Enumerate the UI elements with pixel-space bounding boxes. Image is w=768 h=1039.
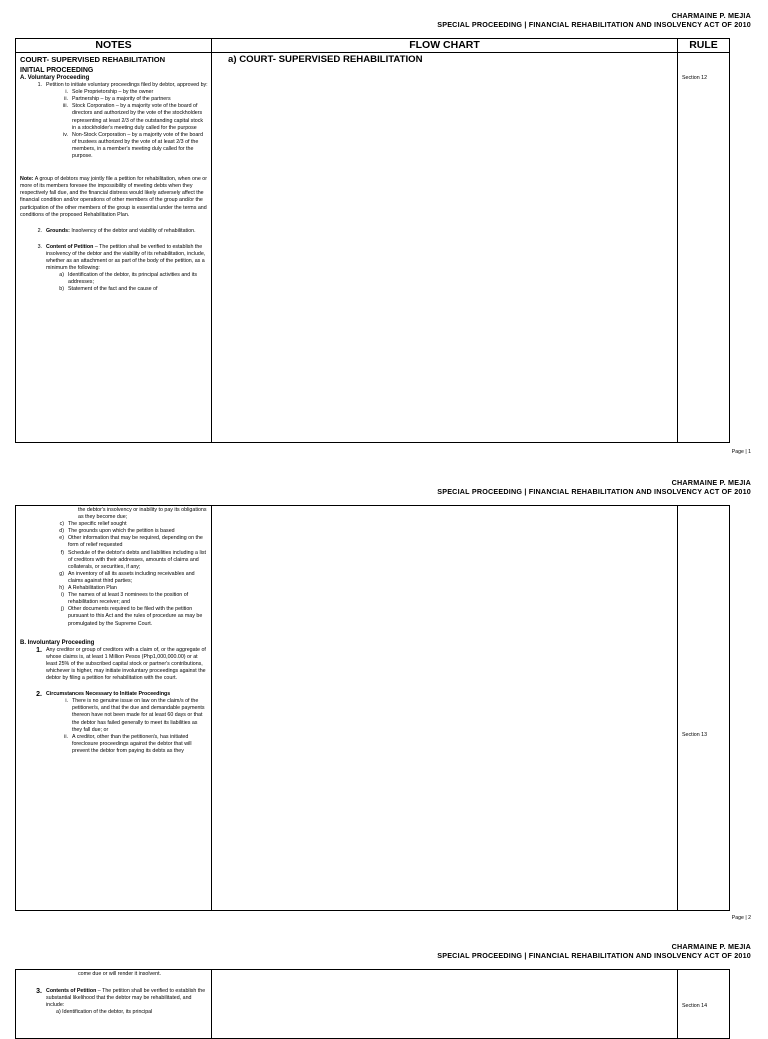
list-marker: j) [61,606,64,613]
list-item-text: Non-Stock Corporation – by a majority vote of the board of trustees authorized by the vote of at least 2/3 of the members, in a member's meeting duly called for the purpose. [72,131,204,160]
list-item [20,272,208,286]
rule-column [678,970,729,1038]
list-item-text: An inventory of all its assets including receivables and claims against third parties; [68,570,195,584]
flow-chart-header: FLOW CHART [212,39,677,53]
notes-column [16,39,212,442]
list-marker: i. [65,698,68,705]
list-item [20,606,208,627]
content-label: Content of Petition [46,243,94,250]
rule-reference: Section 12 [682,75,708,81]
list-item [20,521,208,528]
list-marker: h) [59,585,64,592]
flow-chart-column [212,39,678,442]
list-item: 1. Petition to initiate voluntary proceedings filed by debtor, approved by: [37,82,208,89]
notes-column [16,970,212,1038]
list-item-text: Any creditor or group of creditors with a claim of, or the aggregate of whose claims is, at least 1 Million Pesos (Php1,000,000.00) or at least 25% of the subscribed capital stock or partner's contributions, whichever is higher, may initiate involuntary proceedings against the debtor by filing a petition for rehabilitation with the court. [46,646,206,682]
list-item-text: Circumstances Necessary to Initiate Proceedings [46,691,171,698]
list-item-text: The grounds upon which the petition is based [68,528,175,535]
notes-title: COURT- SUPERVISED REHABILITATION [20,55,166,64]
content-label: Contents of Petition [46,988,97,995]
list-item-text: Other documents required to be filed with the petition pursuant to this Act and the rules of procedure as may be promulgated by the Supreme Court. [68,606,203,627]
author-name: CHARMAINE P. MEJIA [671,11,751,20]
list-item-text: A Rehabilitation Plan [68,585,117,592]
list-item-text: Petition to initiate voluntary proceedings filed by debtor, approved by: [46,82,208,89]
list-item-text: Schedule of the debtor's debts and liabilities including a list of creditors with their addresses, amounts of claims and collaterals, or securities, if any; [68,549,206,570]
list-item [20,96,208,103]
list-marker: g) [59,570,64,577]
list-item-text: A creditor, other than the petitioner/s, has initiated foreclosure proceedings against the debtor that will prevent the debtor from paying its debts as they [72,733,192,754]
list-item: 3. Contents of Petition – The petition shall be verified to establish the substantial likelihood that the debtor may be rehabilitated, and include: [36,988,206,1009]
rule-column [678,506,729,910]
list-item [20,550,208,571]
list-item [20,585,208,592]
list-item-text: The specific relief sought [68,521,127,528]
document-subject: SPECIAL PROCEEDING | FINANCIAL REHABILITATION AND INSOLVENCY ACT OF 2010 [437,486,751,496]
note-text: A group of debtors may jointly file a petition for rehabilitation, when one or more of its members foresee the impossibility of meeting debts when they respectively fall due, and the financial distress would likely adversely affect the financial condition and/or operations of other members of the group and/or the participation of the other members of the group is essential under the terms and conditions of the proposed Rehabilitation Plan. [20,176,207,218]
list-item-text: The names of at least 3 nominees to the position of rehabilitation receiver; and [68,592,189,606]
rule-column [678,39,729,442]
page-number: Page | 2 [731,915,751,921]
author-name: CHARMAINE P. MEJIA [671,478,751,487]
page-header-3 [437,943,751,960]
list-item-text: Other information that may be required, depending on the form of relief requested [68,535,203,549]
list-item: 2. Circumstances Necessary to Initiate Proceedings [36,691,171,699]
list-marker: iv. [63,131,68,138]
page-header-1 [437,12,751,29]
list-marker: e) [59,535,64,542]
content-text: – The petition shall be verified to establish the insolvency of the debtor and the viability of its rehabilitation, include, whether as an attachment or as part of the body of the petition, as a minimum the following: [46,243,206,272]
grounds-label: Grounds: [46,227,70,234]
list-marker: iii. [62,103,68,110]
list-marker: i. [65,89,68,96]
initial-proceeding-heading: INITIAL PROCEEDING [20,67,94,74]
list-item: 3. Content of Petition – The petition shall be verified to establish the insolvency of the debtor and the viability of its rehabilitation, include, whether as an attachment or as part of the body of the petition, as a minimum the following: [37,243,206,272]
list-marker: c) [59,521,64,528]
list-item [20,132,208,160]
notes-table-page-3 [15,969,730,1039]
list-item-text: Statement of the fact and the cause of [68,286,158,293]
list-item [20,734,208,755]
list-item [20,89,208,96]
section-b-heading: B. Involuntary Proceeding [20,639,95,646]
list-item-text: Identification of the debtor, its principal activities and its addresses; [68,272,197,286]
list-item: 1. Any creditor or group of creditors with a claim of, or the aggregate of whose claims is, at least 1 Million Pesos (Php1,000,000.00) or at least 25% of the subscribed capital stock or partner's contributions, whichever is higher, may initiate involuntary proceedings against the debtor by filing a petition for rehabilitation with the court. [20,647,208,682]
list-item [20,286,208,293]
list-item-text: Partnership – by a majority of the partners [72,96,171,103]
note-label: Note: [20,176,34,183]
notes-header: NOTES [16,39,211,53]
list-marker: ii. [64,733,68,740]
document-subject: SPECIAL PROCEEDING | FINANCIAL REHABILITATION AND INSOLVENCY ACT OF 2010 [437,950,751,960]
flow-chart-column [212,506,678,910]
grounds-text: Insolvency of the debtor and viability of rehabilitation. [69,227,196,234]
list-item [20,592,208,606]
list-item [20,535,208,549]
list-item-text: Sole Proprietorship – by the owner [72,89,154,96]
page-number: Page | 1 [731,449,751,455]
flow-chart-column [212,970,678,1038]
list-item-text: Stock Corporation – by a majority vote of the board of directors and authorized by the vote of the stockholders representing at least 2/3 of the outstanding capital stock in a stockholder's meeting duly called for the purpose [72,103,204,131]
rule-reference: Section 13 [682,732,708,738]
page-header-2 [437,479,751,496]
rule-header: RULE [678,39,729,53]
rule-reference: Section 14 [682,1003,708,1009]
list-marker: b) [59,286,64,293]
continued-text: come due or will render it insolvent. [78,971,162,977]
list-marker: f) [60,549,64,556]
continued-text: the debtor's insolvency or inability to pay its obligations as they become due; [78,507,207,521]
author-name: CHARMAINE P. MEJIA [671,942,751,951]
list-marker: d) [59,528,64,535]
list-item [20,103,208,131]
list-marker: i) [61,592,64,599]
list-item [20,698,208,733]
list-item: 2. Grounds: Insolvency of the debtor and viability of rehabilitation. [37,227,196,234]
list-item-text: There is no genuine issue on law on the claim/s of the petitioner/s, and that the due and demandable payments thereon have not been made for at least 60 days or that the debtor has failed generally to meet its liabilities as they fall due; or [72,698,205,733]
list-item [20,571,208,585]
section-a-heading: A. Voluntary Proceeding [20,75,90,81]
list-item: a) Identification of the debtor, its principal [56,1009,153,1016]
notes-table-page-1 [15,38,730,443]
notes-column [16,506,212,910]
list-marker: a) [59,272,64,279]
flow-chart-title: a) COURT- SUPERVISED REHABILITATION [228,54,423,65]
document-subject: SPECIAL PROCEEDING | FINANCIAL REHABILITATION AND INSOLVENCY ACT OF 2010 [437,19,751,29]
note-paragraph [20,176,208,219]
list-item [20,528,208,535]
content-text: – The petition shall be verified to establish the substantial likelihood that the debtor may be rehabilitated, and include: [46,988,206,1009]
notes-table-page-2 [15,505,730,911]
list-marker: ii. [64,96,68,103]
